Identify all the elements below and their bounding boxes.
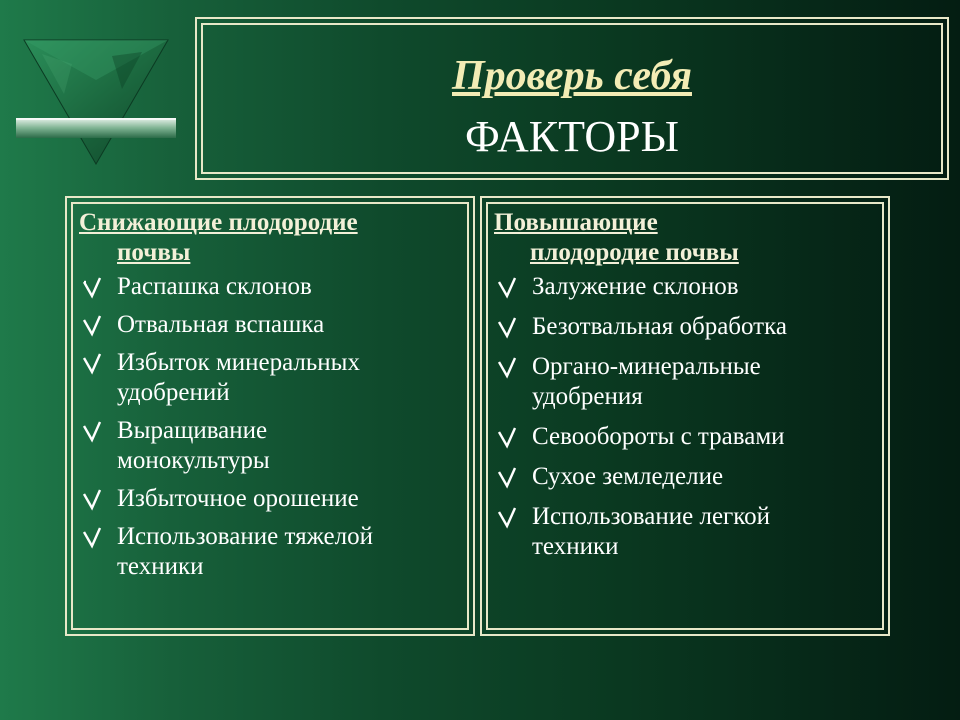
list-item-text: удобрений bbox=[117, 379, 230, 406]
green-triangle-logo bbox=[12, 34, 180, 174]
list-item bbox=[494, 422, 880, 452]
list-item bbox=[494, 502, 880, 562]
list-item-text: Сухое земледелие bbox=[532, 463, 724, 490]
increasing-factors-heading bbox=[494, 208, 880, 268]
list-item-text: Использование тяжелой bbox=[117, 523, 373, 550]
heading-line: плодородие почвы bbox=[530, 239, 739, 266]
checkmark-icon bbox=[496, 462, 518, 492]
list-item-text: Безотвальная обработка bbox=[532, 313, 787, 340]
list-item bbox=[494, 352, 880, 412]
slide-title: ФАКТОРЫ bbox=[464, 112, 680, 161]
slide-subtitle: Проверь себя bbox=[452, 53, 692, 99]
checkmark-icon bbox=[81, 416, 103, 446]
list-item-text: техники bbox=[117, 553, 204, 580]
list-item bbox=[79, 522, 465, 582]
checkmark-icon bbox=[496, 422, 518, 452]
list-item bbox=[494, 312, 880, 342]
checkmark-icon bbox=[496, 352, 518, 382]
list-item bbox=[79, 310, 465, 340]
list-item-text: Органо-минеральные bbox=[532, 353, 761, 380]
checkmark-icon bbox=[496, 272, 518, 302]
list-item bbox=[79, 416, 465, 476]
title-frame bbox=[195, 17, 949, 180]
list-item-text: удобрения bbox=[532, 383, 643, 410]
list-item-text: Избыток минеральных bbox=[117, 349, 360, 376]
list-item-text: Севообороты с травами bbox=[532, 423, 785, 450]
list-item bbox=[79, 484, 465, 514]
list-item bbox=[494, 462, 880, 492]
list-item bbox=[79, 348, 465, 408]
heading-line: Снижающие плодородие bbox=[79, 209, 358, 236]
list-item-text: Выращивание bbox=[117, 417, 268, 444]
heading-line: Повышающие bbox=[494, 209, 658, 236]
decreasing-factors-heading bbox=[79, 208, 465, 268]
list-item-text: Отвальная вспашка bbox=[117, 311, 325, 338]
checkmark-icon bbox=[81, 484, 103, 514]
decreasing-factors-panel bbox=[65, 196, 475, 636]
increasing-factors-panel bbox=[480, 196, 890, 636]
list-item-text: техники bbox=[532, 533, 619, 560]
list-item-text: Использование легкой bbox=[532, 503, 771, 530]
checkmark-icon bbox=[81, 310, 103, 340]
checkmark-icon bbox=[496, 502, 518, 532]
list-item bbox=[79, 272, 465, 302]
checkmark-icon bbox=[81, 272, 103, 302]
list-item-text: Распашка склонов bbox=[117, 273, 312, 300]
list-item-text: Залужение склонов bbox=[532, 273, 739, 300]
heading-line: почвы bbox=[117, 239, 191, 266]
list-item-text: Избыточное орошение bbox=[117, 485, 359, 512]
list-item-text: монокультуры bbox=[117, 447, 270, 474]
checkmark-icon bbox=[496, 312, 518, 342]
list-item bbox=[494, 272, 880, 302]
checkmark-icon bbox=[81, 348, 103, 378]
checkmark-icon bbox=[81, 522, 103, 552]
